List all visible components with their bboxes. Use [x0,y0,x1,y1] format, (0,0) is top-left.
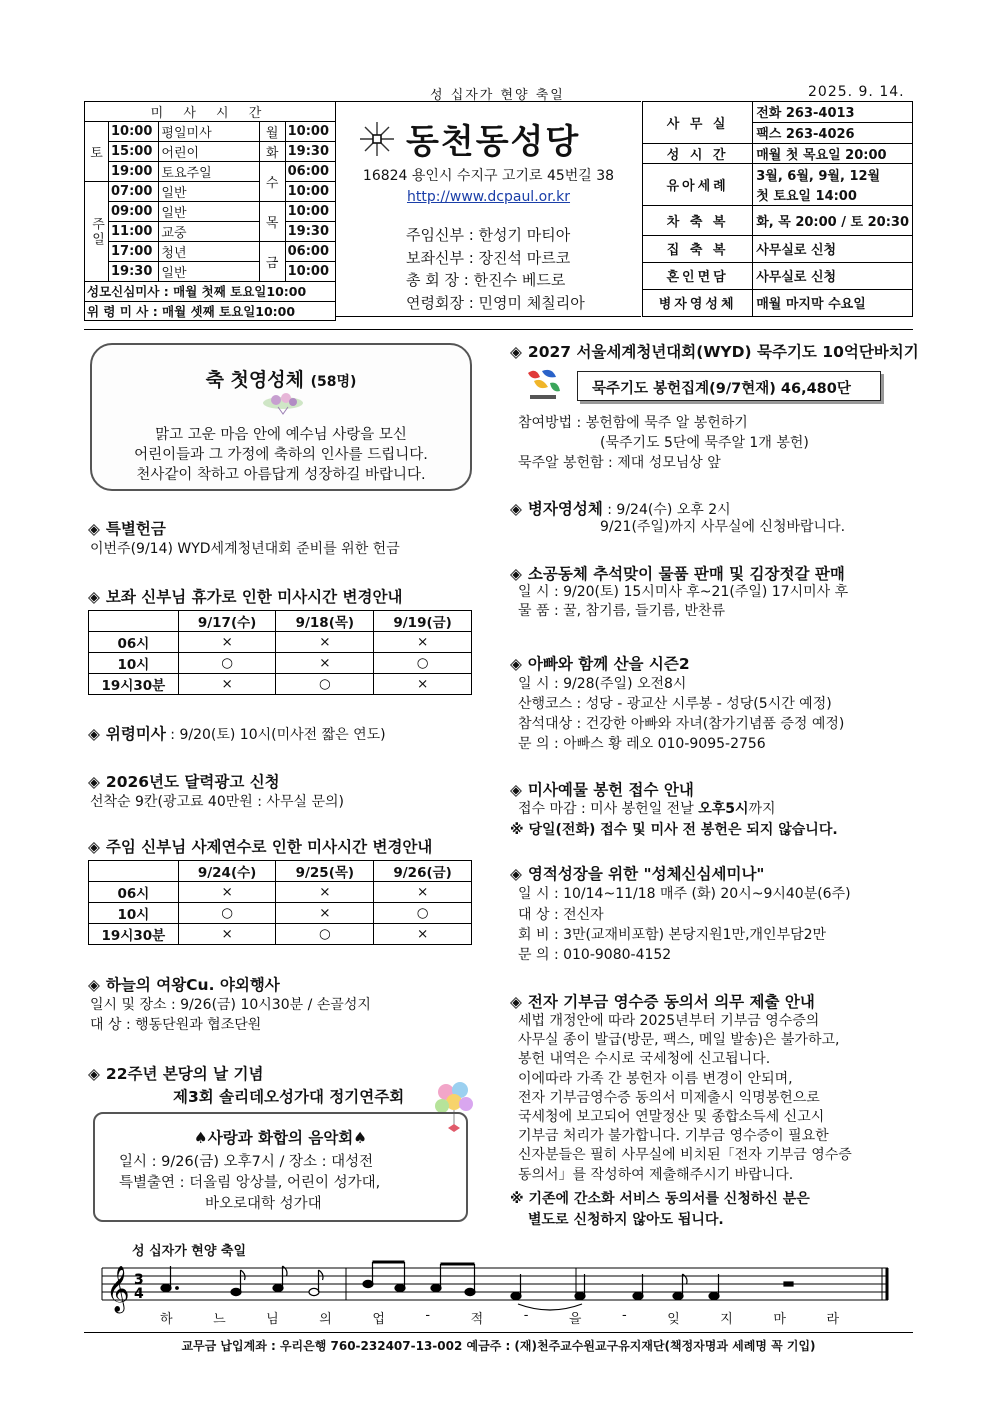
parish-logo-row [358,114,580,163]
sched-name: 일반 [159,262,259,282]
diamond-bullet-icon: ◈ [510,865,522,883]
lyric-syllable: - [523,1308,530,1323]
receipt-line: 신자분들은 필히 사무실에 비치된「전자 기부금 영수증 [518,1147,852,1164]
lyric-syllable: 느 [213,1312,227,1327]
sunday-label: 주일 [85,182,109,282]
receipt-line: 이에따라 가족 간 봉헌자 이름 변경이 안되며, [518,1070,793,1087]
message-line: 맑고 고운 마음 안에 예수님 사랑을 모신 [155,427,407,443]
table-cell: × [374,632,472,653]
receipt-line: 기부금 처리가 불가합니다. 기부금 영수증이 필요한 [518,1128,829,1145]
weekday-time: 06:00 [285,162,335,182]
assistant-schedule-title [88,585,402,607]
message-line: 천사같이 착하고 아름답게 성장하길 바랍니다. [136,467,426,483]
special-offering-body: 이번주(9/14) WYD세계청년대회 준비를 위한 헌금 [90,541,400,557]
hike-line: 산행코스 : 성당 - 광교산 시루봉 - 성당(5시간 예정) [518,696,832,712]
table-cell: × [374,674,472,695]
car-blessing-label: 차 축 복 [643,205,753,235]
deadline-time: 오후5시 [698,801,749,817]
table-cell: ○ [374,903,472,924]
clergy-item: 연령회장 : 민영미 체칠리아 [406,293,585,312]
diamond-bullet-icon: ◈ [510,343,522,361]
table-cell: × [276,632,374,653]
sched-name: 청년 [159,242,259,262]
parish-info [336,101,641,317]
marriage-label: 혼인면담 [643,262,753,289]
deadline-text: 접수 마감 : 미사 봉헌일 전날 [518,801,699,817]
anniversary-heading: 22주년 본당의 날 기념 [105,1065,264,1083]
weekday-time: 19:30 [285,142,335,162]
concert-line: 바오로대학 성가대 [205,1196,322,1212]
flower-bouquet-icon [260,387,306,415]
receipt-line: 국세청에 보고되어 연말정산 및 종합소득세 신고시 [518,1109,825,1126]
car-blessing-value: 화, 목 20:00 / 토 20:30 [753,205,913,235]
table-header: 9/18(목) [276,611,374,632]
weekday-label: 화 [259,142,285,162]
weekday-time: 10:00 [285,262,335,282]
weekday-time: 06:00 [285,242,335,262]
concert-line: 일시 : 9/26(금) 오후7시 / 장소 : 대성전 [119,1154,374,1170]
mass-offering-title [510,778,694,800]
table-row-header: 19시30분 [89,674,179,695]
assistant-schedule-table [88,610,472,695]
footer-account-info: 교무금 납입계좌 : 우리은행 760-232407-13-002 예금주 : (재)천주교수원교구유지재단(책정자명과 세례명 꼭 기입) [84,1332,913,1354]
weekday-label: 목 [259,202,285,242]
table-cell: × [178,632,276,653]
diamond-bullet-icon: ◈ [510,781,522,799]
cross-logo-icon [358,120,396,158]
table-cell: ○ [374,653,472,674]
marriage-value: 사무실로 신청 [753,262,913,289]
table-header: 9/19(금) [374,611,472,632]
hike-line: 참석대상 : 건강한 아빠와 자녀(참가기념품 증정 예정) [518,716,845,732]
table-header: 9/26(금) [374,861,472,882]
sched-time: 19:00 [109,162,159,182]
mass-offering-line [518,800,776,820]
sched-time: 11:00 [109,222,159,242]
table-header [89,861,179,882]
pastor-schedule-heading: 주임 신부님 사제연수로 인한 미사시간 변경안내 [105,838,433,856]
weekday-label: 월 [259,122,285,142]
legion-event-title [88,973,280,995]
sick-communion-value: 매월 마지막 수요일 [753,289,913,316]
sick-communion-label: 병자영성체 [643,289,753,316]
sched-name: 일반 [159,182,259,202]
weekday-time: 19:30 [285,222,335,242]
seminar-line: 회 비 : 3만(교재비포함) 본당지원1만,개인부담2만 [518,927,827,943]
office-info-table [642,101,913,317]
hike-heading: 아빠와 함께 산을 시즌2 [527,655,690,673]
lyric-syllable: - [425,1308,432,1323]
table-cell: × [178,924,276,945]
sched-name: 일반 [159,202,259,222]
community-sale-heading: 소공동체 추석맞이 물품 판매 및 김장젓갈 판매 [527,565,845,583]
sched-time: 17:00 [109,242,159,262]
diamond-bullet-icon: ◈ [510,655,522,673]
sched-time: 07:00 [109,182,159,202]
office-fax: 팩스 263-4026 [753,122,913,143]
diamond-bullet-icon: ◈ [88,588,100,606]
hymn-title: 성 십자가 현양 축일 [132,1244,247,1259]
seminar-line: 일 시 : 10/14~11/18 매주 (화) 20시~9시40분(6주) [518,886,851,902]
wyd-line: 참여방법 : 봉헌함에 묵주 알 봉헌하기 [518,415,748,431]
wyd-line: (묵주기도 5단에 묵주알 1개 봉헌) [600,435,809,451]
receipt-body [518,1012,852,1185]
clergy-list [406,224,585,314]
table-header [89,611,179,632]
marian-mass-note: 성모신심미사 : 매월 첫째 토요일10:00 [85,282,336,302]
wyd-heading: 2027 서울세계청년대회(WYD) 묵주기도 10억단바치기 [527,343,919,361]
sched-time: 15:00 [109,142,159,162]
infant-baptism-time: 첫 토요일 14:00 [753,185,913,206]
table-header: 9/17(수) [178,611,276,632]
table-header: 9/24(수) [178,861,276,882]
weekday-time: 10:00 [285,182,335,202]
parish-website-link[interactable]: http://www.dcpaul.or.kr [406,189,571,205]
legion-event-line: 대 상 : 행동단원과 협조단원 [90,1017,262,1033]
sick-communion-time: : 9/24(수) 오후 2시 [602,502,731,518]
requiem-mass-note: 위 령 미 사 : 매월 셋째 토요일10:00 [85,301,336,321]
concert-subtitle: 제3회 솔리데오성가대 정기연주회 [173,1088,405,1106]
pastor-schedule-title [88,835,432,857]
svg-text:4: 4 [134,1286,144,1302]
saturday-label: 토 [85,122,109,182]
sched-name: 평일미사 [159,122,259,142]
receipt-heading: 전자 기부금 영수증 동의서 의무 제출 안내 [527,993,815,1011]
clergy-item: 보좌신부 : 장진석 마르코 [406,248,571,267]
requiem-body: : 9/20(토) 10시(미사전 짧은 연도) [165,727,386,743]
wyd-line: 묵주알 봉헌함 : 제대 성모님상 앞 [518,455,721,471]
lyric-syllable: 잊 [667,1312,681,1327]
first-communion-message [92,425,470,485]
concert-box [93,1112,468,1222]
hike-line: 문 의 : 아빠스 황 레오 010-9095-2756 [518,736,766,752]
lyric-syllable: - [621,1308,628,1323]
diamond-bullet-icon: ◈ [88,1065,100,1083]
header-divider [84,329,913,330]
table-cell: ○ [276,924,374,945]
diamond-bullet-icon: ◈ [88,725,100,743]
seminar-line: 대 상 : 전신자 [518,907,604,923]
parish-name: 동천동성당 [406,122,581,162]
seminar-line: 문 의 : 010-9080-4152 [518,947,672,963]
diamond-bullet-icon: ◈ [510,500,522,518]
clergy-item: 총 회 장 : 한진수 베드로 [406,271,566,289]
hike-line: 일 시 : 9/28(주일) 오전8시 [518,676,687,692]
diamond-bullet-icon: ◈ [88,773,100,791]
legion-event-line: 일시 및 장소 : 9/26(금) 10시30분 / 손골성지 [90,997,371,1013]
table-cell: × [178,882,276,903]
parish-address: 16824 용인시 수지구 고기로 45번길 38 [362,168,615,184]
table-cell: ○ [178,903,276,924]
infant-baptism-months: 3월, 6월, 9월, 12월 [753,164,913,185]
lyric-syllable: 의 [319,1312,333,1327]
pastor-schedule-table [88,860,472,945]
table-cell: ○ [178,653,276,674]
infant-baptism-label: 유아세례 [643,164,753,206]
table-cell: × [276,882,374,903]
mass-offering-heading: 미사예물 봉헌 접수 안내 [527,781,694,799]
table-header: 9/25(목) [276,861,374,882]
deadline-suffix: 까지 [748,801,776,817]
hike-title [510,652,690,674]
table-cell: × [276,653,374,674]
concert-title: ♠사랑과 화합의 음악회♠ [193,1129,368,1147]
receipt-title [510,990,815,1012]
table-row-header: 10시 [89,903,179,924]
community-sale-title [510,562,845,584]
lyric-syllable: 님 [266,1312,280,1327]
sick-communion-title [510,497,731,521]
requiem-heading: 위령미사 [105,725,166,743]
diamond-bullet-icon: ◈ [510,565,522,583]
sick-communion-heading: 병자영성체 [527,500,603,518]
office-phone: 전화 263-4013 [753,102,913,123]
calendar-ad-title [88,770,280,792]
clergy-item: 주임신부 : 한성기 마티아 [406,226,571,244]
calendar-ad-heading: 2026년도 달력광고 신청 [105,773,280,791]
diamond-bullet-icon: ◈ [88,838,100,856]
assistant-schedule-heading: 보좌 신부님 휴가로 인한 미사시간 변경안내 [105,588,403,606]
table-row-header: 10시 [89,653,179,674]
wyd-logo-icon [520,365,566,405]
lyric-syllable: 하 [160,1312,174,1327]
receipt-line: 사무실 종이 발급(방문, 팩스, 메일 발송)은 불가하고, [518,1032,840,1049]
special-offering-title [88,517,166,539]
lyric-syllable: 적 [470,1312,485,1327]
receipt-line: 동의서」를 작성하여 제출해주시기 바랍니다. [518,1166,794,1183]
sick-communion-line: 9/21(주일)까지 사무실에 신청바랍니다. [600,519,846,535]
table-cell: × [276,903,374,924]
receipt-note: 별도로 신청하지 않아도 됩니다. [528,1212,724,1228]
hymn-lyrics [160,1308,840,1327]
sched-time: 09:00 [109,202,159,222]
mass-schedule-table [84,101,336,321]
weekday-label: 금 [259,242,285,282]
seminar-title [510,862,765,884]
sched-time: 19:30 [109,262,159,282]
table-cell: × [374,924,472,945]
sched-name: 어린이 [159,142,259,162]
special-offering-heading: 특별헌금 [105,520,166,538]
legion-event-heading: 하늘의 여왕Cu. 야외행사 [105,976,280,994]
sched-name: 교중 [159,222,259,242]
svg-text:𝄞: 𝄞 [106,1266,130,1312]
feast-title: 성 십자가 현양 축일 [430,88,565,103]
svg-text:3: 3 [134,1272,144,1288]
diamond-bullet-icon: ◈ [88,520,100,538]
table-cell: × [178,674,276,695]
first-communion-box [90,343,472,491]
lyric-syllable: 마 [773,1312,787,1327]
lyric-syllable: 을 [568,1312,583,1327]
community-sale-line: 물 품 : 꿀, 참기름, 들기름, 반찬류 [518,603,726,619]
house-blessing-value: 사무실로 신청 [753,235,913,262]
seminar-heading: 영적성장을 위한 "성체신심세미나" [527,865,765,883]
weekday-label: 수 [259,162,285,202]
diamond-bullet-icon: ◈ [88,976,100,994]
message-line: 어린이들과 그 가정에 축하의 인사를 드립니다. [134,447,428,463]
receipt-line: 세법 개정안에 따라 2025년부터 기부금 영수증의 [518,1013,820,1029]
holy-hour-label: 성 시 간 [643,143,753,164]
house-blessing-label: 집 축 복 [643,235,753,262]
weekday-time: 10:00 [285,202,335,222]
holy-hour-value: 매월 첫 목요일 20:00 [753,143,913,164]
receipt-line: 전자 기부금영수증 동의서 미제출시 익명봉헌으로 [518,1089,820,1106]
table-row-header: 19시30분 [89,924,179,945]
calendar-ad-body: 선착순 9칸(광고료 40만원 : 사무실 문의) [90,794,344,810]
requiem-title [88,722,386,746]
receipt-note: ※ 기존에 간소화 서비스 동의서를 신청하신 분은 [510,1191,810,1207]
weekday-time: 10:00 [285,122,335,142]
anniversary-title [88,1062,263,1084]
concert-line: 특별출연 : 더올림 앙상블, 어린이 성가대, [119,1175,381,1191]
lyric-syllable: 업 [372,1312,386,1327]
first-communion-heading: 축 첫영성체 [205,369,304,391]
table-row-header: 06시 [89,632,179,653]
bulletin-date: 2025. 9. 14. [808,84,905,100]
lyric-syllable: 지 [720,1312,734,1327]
sched-time: 10:00 [109,122,159,142]
mass-schedule-title: 미 사 시 간 [85,102,336,122]
table-cell: ○ [276,674,374,695]
table-row-header: 06시 [89,882,179,903]
community-sale-line: 일 시 : 9/20(토) 15시미사 후~21(주일) 17시미사 후 [518,584,849,600]
wyd-title [510,340,919,362]
rosary-count-box: 묵주기도 봉헌집계(9/7현재) 46,480단 [577,371,881,401]
mass-offering-note: ※ 당일(전화) 접수 및 미사 전 봉헌은 되지 않습니다. [510,822,838,838]
lyric-syllable: 라 [826,1312,840,1327]
sched-name: 토요주일 [159,162,259,182]
first-communion-count: (58명) [310,374,357,390]
office-label: 사 무 실 [643,102,753,144]
receipt-line: 봉헌 내역은 수시로 국세청에 신고됩니다. [518,1051,771,1068]
table-cell: × [374,882,472,903]
diamond-bullet-icon: ◈ [510,993,522,1011]
